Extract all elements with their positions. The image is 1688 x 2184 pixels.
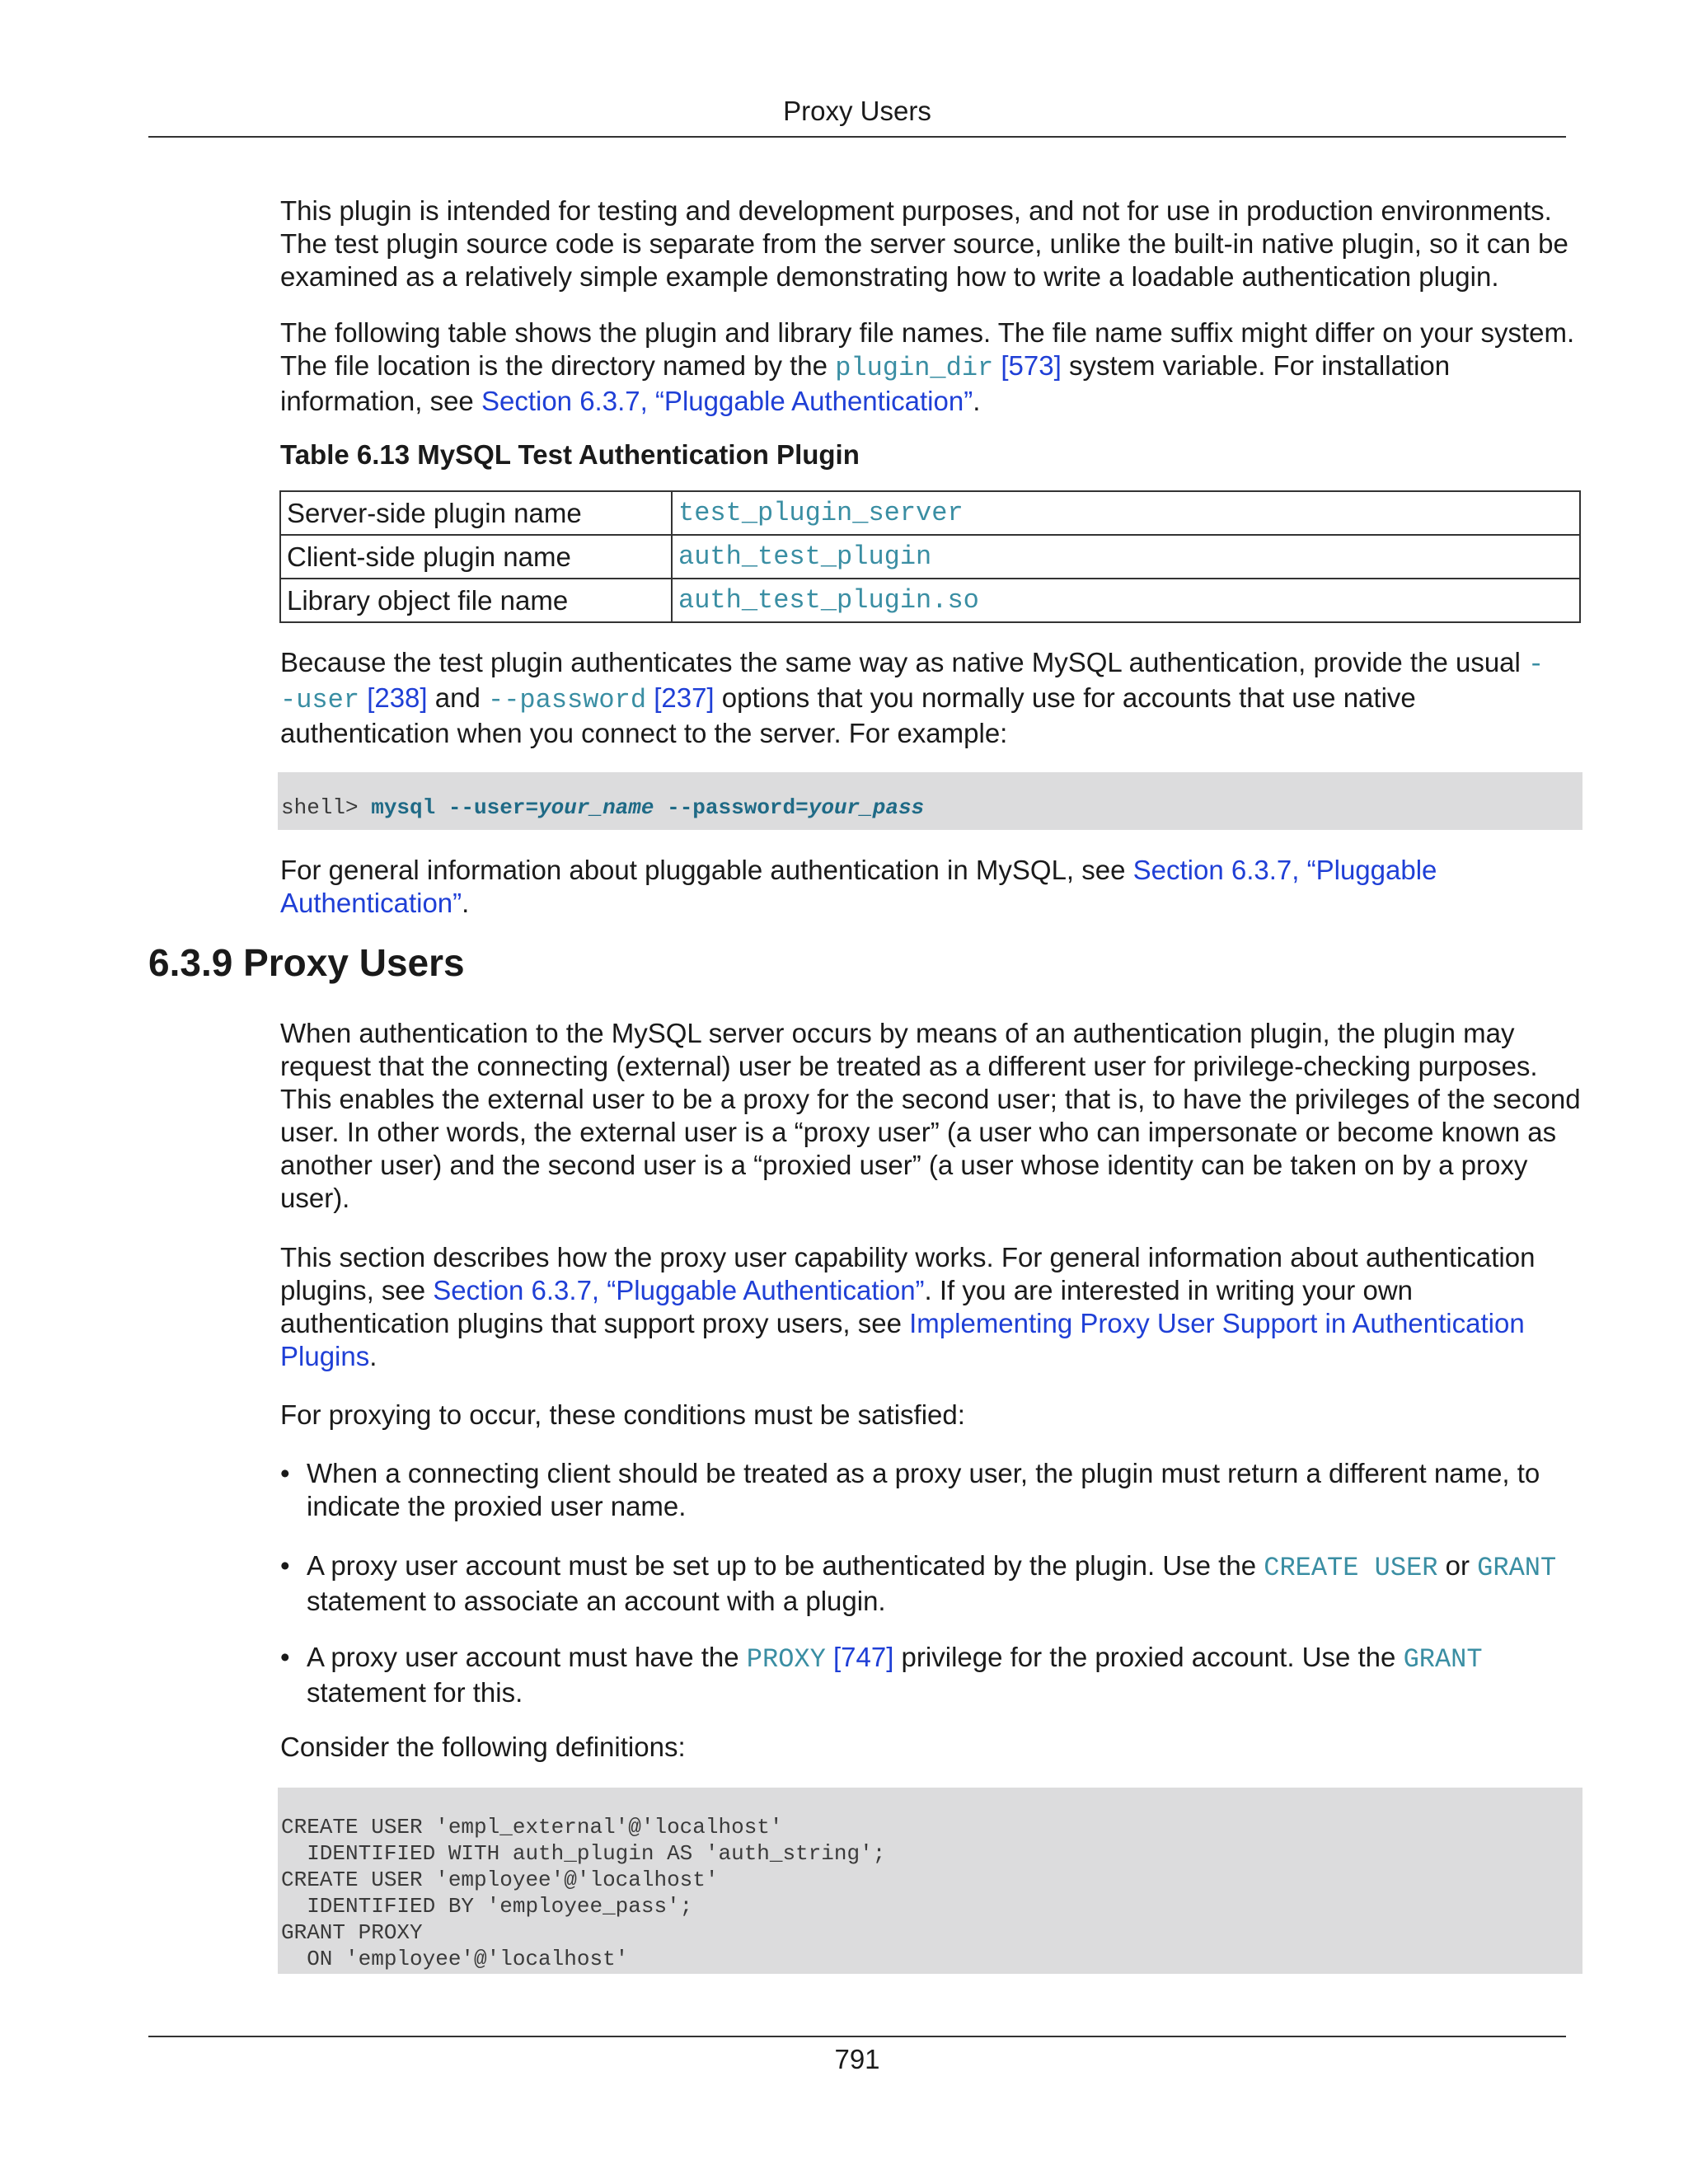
table-cell-key: Library object file name: [280, 579, 672, 622]
grant-link-2[interactable]: GRANT: [1403, 1644, 1483, 1675]
ref-238-link[interactable]: [238]: [367, 682, 428, 713]
proxy-privilege-link[interactable]: PROXY: [746, 1644, 826, 1675]
table-cell-key: Server-side plugin name: [280, 491, 672, 535]
list-item: • A proxy user account must be set up to be authenticated by the plugin. Use the CREATE USER or GRANT statement to associate an account with a plugin.: [280, 1550, 1557, 1616]
native-auth-paragraph: Because the test plugin authenticates the same way as native MySQL authentication, provide the usual --user [238] and --password [237] options that you normally use for accounts that use native authentication when you connect to the server. For example:: [280, 647, 1545, 748]
bullet-icon: •: [280, 1458, 290, 1488]
table-caption: Table 6.13 MySQL Test Authentication Plugin: [280, 439, 860, 470]
code-line: IDENTIFIED BY 'employee_pass';: [281, 1894, 693, 1919]
footer-rule: [148, 2036, 1566, 2037]
code-line: GRANT PROXY: [281, 1920, 423, 1945]
plugin-dir-link[interactable]: plugin_dir: [835, 353, 994, 383]
table-cell-key: Client-side plugin name: [280, 535, 672, 579]
pluggable-auth-link[interactable]: Section 6.3.7, “Pluggable Authentication”: [481, 386, 973, 416]
table-row: [280, 535, 1580, 579]
page-number: 791: [834, 2044, 880, 2074]
password-option-link[interactable]: --password: [488, 685, 647, 715]
code-line: CREATE USER 'employee'@'localhost': [281, 1868, 719, 1892]
table-row: [280, 491, 1580, 535]
table-cell-value: auth_test_plugin.so: [672, 579, 1580, 622]
code-line: IDENTIFIED WITH auth_plugin AS 'auth_string';: [281, 1841, 886, 1866]
pluggable-auth-link-2[interactable]: Section 6.3.7, “Pluggable Authentication”: [280, 855, 1437, 918]
intro-paragraph-1: This plugin is intended for testing and development purposes, and not for use in production environments. The test plugin source code is separate from the server source, unlike the built-in native plugin, so it can be examined as a relatively simple example demonstrating how to write a loadable authentication plugin.: [280, 195, 1568, 292]
intro-paragraph-2: The following table shows the plugin and library file names. The file name suffix might differ on your system. The file location is the directory named by the plugin_dir [573] system variable. For installation information, see Section 6.3.7, “Pluggable Authentication”.: [280, 317, 1575, 416]
conditions-intro: For proxying to occur, these conditions must be satisfied:: [280, 1399, 965, 1430]
user-option-link[interactable]: --user: [280, 649, 1545, 715]
pluggable-auth-link-3[interactable]: Section 6.3.7, “Pluggable Authentication”: [433, 1275, 925, 1305]
definitions-code-block: [278, 1788, 1582, 1974]
implementing-proxy-link[interactable]: Implementing Proxy User Support in Authentication Plugins: [280, 1308, 1525, 1371]
ref-747-link[interactable]: [747]: [832, 1642, 894, 1672]
code-line: CREATE USER 'empl_external'@'localhost': [281, 1815, 783, 1840]
ref-573-link[interactable]: [573]: [1001, 350, 1062, 381]
grant-link[interactable]: GRANT: [1477, 1553, 1557, 1583]
code-line: ON 'employee'@'localhost': [281, 1947, 629, 1971]
running-header: Proxy Users: [783, 96, 931, 126]
bullet-icon: •: [280, 1642, 290, 1672]
table-cell-value: auth_test_plugin: [672, 535, 1580, 579]
shell-example-block: shell> mysql --user=your_name --password=your_pass: [278, 772, 1582, 830]
section-heading: 6.3.9 Proxy Users: [148, 941, 465, 984]
general-info-paragraph: For general information about pluggable authentication in MySQL, see Section 6.3.7, “Pluggable Authentication”.: [280, 855, 1437, 918]
ref-237-link[interactable]: [237]: [654, 682, 715, 713]
bullet-icon: •: [280, 1550, 290, 1581]
proxy-capability-paragraph: This section describes how the proxy user capability works. For general information about authentication plugins, see Section 6.3.7, “Pluggable Authentication”. If you are interested in writing your own authentication plugins that support proxy users, see Implementing Proxy User Support in Authentication Plugins.: [280, 1242, 1536, 1371]
header-rule: [148, 136, 1566, 138]
table-row: [280, 579, 1580, 622]
create-user-link[interactable]: CREATE USER: [1264, 1553, 1438, 1583]
table-cell-value: test_plugin_server: [672, 491, 1580, 535]
list-item: • When a connecting client should be treated as a proxy user, the plugin must return a different name, to indicate the proxied user name.: [280, 1458, 1540, 1521]
proxy-intro-paragraph: When authentication to the MySQL server occurs by means of an authentication plugin, the plugin may request that the connecting (external) user be treated as a different user for privilege-checking purposes. This enables the external user to be a proxy for the second user; that is, to have the privileges of the second user. In other words, the external user is a “proxy user” (a user who can impersonate or become known as another user) and the second user is a “proxied user” (a user whose identity can be taken on by a proxy user).: [280, 1018, 1581, 1213]
plugin-info-table: [279, 490, 1581, 623]
definitions-intro: Consider the following definitions:: [280, 1732, 686, 1762]
list-item: • A proxy user account must have the PROXY [747] privilege for the proxied account. Use the GRANT statement for this.: [280, 1642, 1483, 1708]
